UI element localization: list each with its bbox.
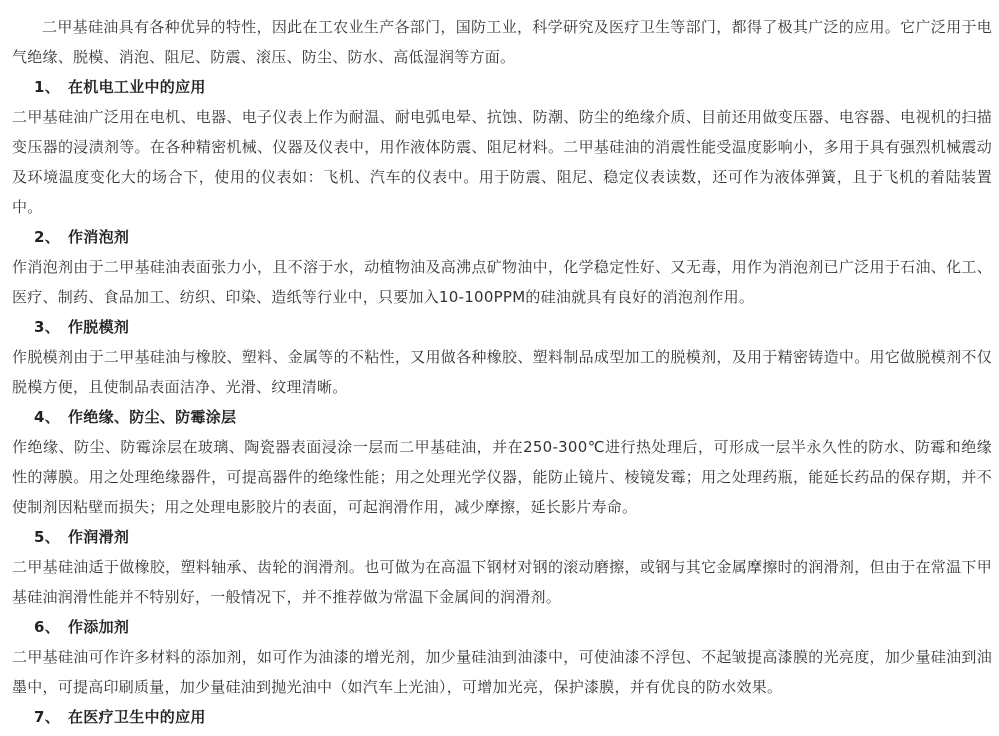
section-heading-5 [12,522,992,552]
section-title: 作绝缘、防尘、防霉涂层 [68,408,237,426]
section-number: 1、 [34,78,61,96]
section-number: 2、 [34,228,61,246]
section-title: 作润滑剂 [68,528,130,546]
section-body-1: 二甲基硅油广泛用在电机、电器、电子仪表上作为耐温、耐电弧电晕、抗蚀、防潮、防尘的绝缘介质、目前还用做变压器、电容器、电视机的扫描变压器的浸渍剂等。在各种精密机械、仪器及仪表中，用作液体防震、阻尼材料。二甲基硅油的消震性能受温度影响小，多用于具有强烈机械震动及环境温度变化大的场合下，使用的仪表如：飞机、汽车的仪表中。用于防震、阻尼、稳定仪表读数，还可作为液体弹簧，且于飞机的着陆装置中。 [12,108,992,216]
section-heading-7 [12,702,992,732]
section-number: 4、 [34,408,61,426]
section-heading-2 [12,222,992,252]
section-number: 5、 [34,528,61,546]
section-body-6: 二甲基硅油可作许多材料的添加剂，如可作为油漆的增光剂，加少量硅油到油漆中，可使油漆不浮包、不起皱提高漆膜的光亮度，加少量硅油到油墨中，可提高印刷质量，加少量硅油到抛光油中（如汽车上光油），可增加光亮，保护漆膜，并有优良的防水效果。 [12,648,992,696]
section-heading-6 [12,612,992,642]
section-number: 6、 [34,618,61,636]
section-title: 作添加剂 [68,618,130,636]
section-title: 在医疗卫生中的应用 [68,708,206,726]
section-body-3: 作脱模剂由于二甲基硅油与橡胶、塑料、金属等的不粘性，又用做各种橡胶、塑料制品成型加工的脱模剂，及用于精密铸造中。用它做脱模剂不仅脱模方便，且使制品表面洁净、光滑、纹理清晰。 [12,348,992,396]
section-body-4: 作绝缘、防尘、防霉涂层在玻璃、陶瓷器表面浸涂一层而二甲基硅油，并在250-300℃进行热处理后，可形成一层半永久性的防水、防霉和绝缘性的薄膜。用之处理绝缘器件，可提高器件的绝缘性能；用之处理光学仪器，能防止镜片、棱镜发霉；用之处理药瓶，能延长药品的保存期，并不使制剂因粘壁而损失；用之处理电影胶片的表面，可起润滑作用，减少摩擦，延长影片寿命。 [12,438,992,516]
section-title: 作消泡剂 [68,228,130,246]
article-content [12,12,992,732]
section-heading-4 [12,402,992,432]
section-body-5: 二甲基硅油适于做橡胶，塑料轴承、齿轮的润滑剂。也可做为在高温下钢材对钢的滚动磨擦，或钢与其它金属摩擦时的润滑剂，但由于在常温下甲基硅油润滑性能并不特别好，一般情况下，并不推荐做为常温下金属间的润滑剂。 [12,558,992,606]
section-number: 3、 [34,318,61,336]
section-body-2: 作消泡剂由于二甲基硅油表面张力小，且不溶于水，动植物油及高沸点矿物油中，化学稳定性好、又无毒，用作为消泡剂已广泛用于石油、化工、医疗、制药、食品加工、纺织、印染、造纸等行业中，只要加入10-100PPM的硅油就具有良好的消泡剂作用。 [12,258,992,306]
section-heading-3 [12,312,992,342]
intro-paragraph: 二甲基硅油具有各种优异的特性，因此在工农业生产各部门，国防工业，科学研究及医疗卫生等部门，都得了极其广泛的应用。它广泛用于电气绝缘、脱模、消泡、阻尼、防震、滚压、防尘、防水、高低湿润等方面。 [12,18,992,66]
section-number: 7、 [34,708,61,726]
section-heading-1 [12,72,992,102]
section-title: 在机电工业中的应用 [68,78,206,96]
section-title: 作脱模剂 [68,318,130,336]
